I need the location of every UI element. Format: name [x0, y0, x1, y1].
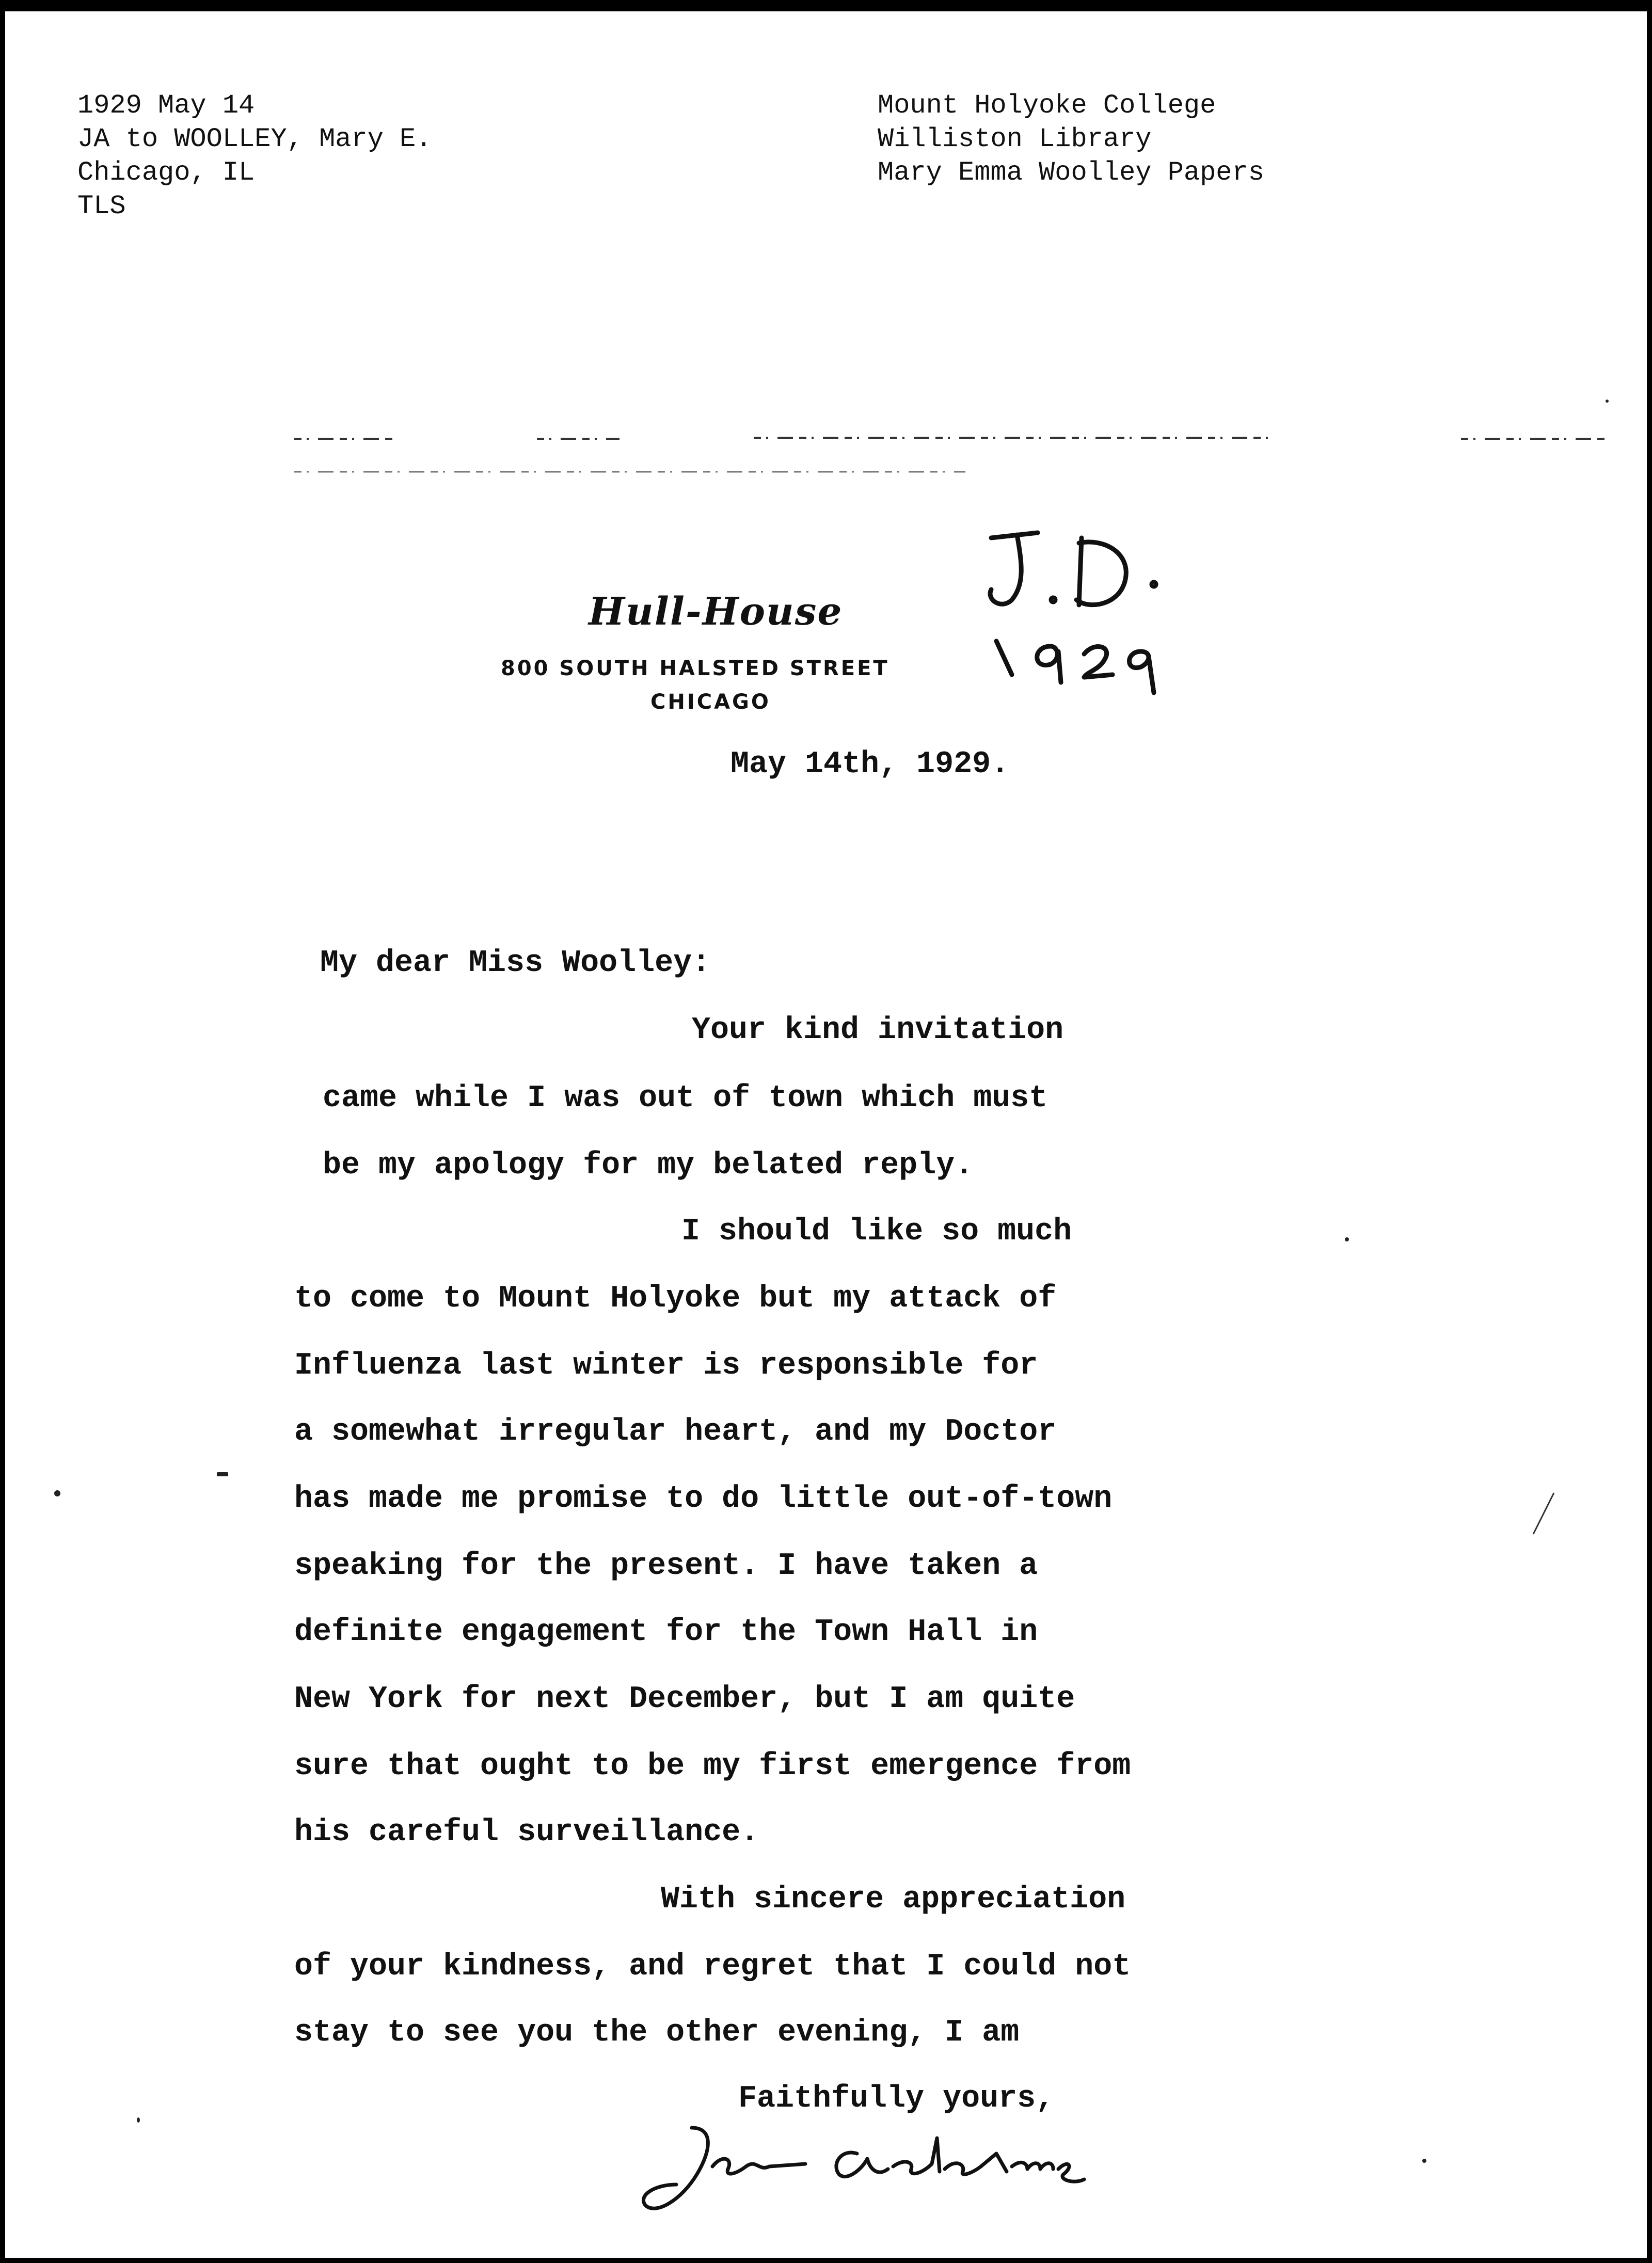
letter-line: New York for next December, but I am quite [294, 1682, 1075, 1717]
letter-line: his careful surveillance. [294, 1815, 759, 1850]
catalog-place: Chicago, IL [77, 157, 255, 188]
letter-date: May 14th, 1929. [730, 747, 1010, 782]
signature [635, 2117, 1203, 2221]
letter-line: speaking for the present. I have taken a [294, 1549, 1038, 1584]
scan-speck [137, 2117, 140, 2123]
letter-line: definite engagement for the Town Hall in [294, 1615, 1038, 1650]
document-sheet [5, 11, 1647, 2258]
letter-salutation: My dear Miss Woolley: [320, 946, 711, 981]
letter-line: to come to Mount Holyoke but my attack of [294, 1281, 1057, 1316]
letter-line: I should like so much [681, 1214, 1072, 1249]
letterhead-address: 800 SOUTH HALSTED STREET [501, 657, 889, 680]
scan-mark [1523, 1488, 1564, 1544]
scan-speck [1606, 400, 1609, 403]
catalog-correspondents: JA to WOOLLEY, Mary E. [77, 124, 432, 154]
scan-speck [1345, 1237, 1349, 1241]
scan-streak [294, 429, 1616, 486]
scan-speck [54, 1490, 60, 1496]
letter-line: Influenza last winter is responsible for [294, 1348, 1038, 1383]
catalog-library: Williston Library [878, 124, 1152, 154]
letter-line: a somewhat irregular heart, and my Doctor [294, 1414, 1057, 1449]
scan-speck [1422, 2159, 1426, 2163]
letter-line: With sincere appreciation [661, 1882, 1126, 1917]
catalog-type: TLS [77, 191, 126, 221]
letter-line: has made me promise to do little out-of-town [294, 1481, 1113, 1517]
scan-speck [217, 1472, 228, 1476]
catalog-date: 1929 May 14 [77, 90, 255, 121]
letter-line: Your kind invitation [692, 1013, 1064, 1048]
handwritten-annotation [976, 522, 1193, 708]
letter-line: be my apology for my belated reply. [323, 1148, 974, 1183]
letter-line: came while I was out of town which must [323, 1081, 1048, 1116]
letter-closing: Faithfully yours, [738, 2081, 1055, 2116]
catalog-collection: Mary Emma Woolley Papers [878, 157, 1264, 188]
letter-line: sure that ought to be my first emergence from [294, 1749, 1131, 1784]
letter-line: stay to see you the other evening, I am [294, 2015, 1020, 2050]
letterhead-name: Hull-House [589, 589, 843, 634]
letter-line: of your kindness, and regret that I could not [294, 1949, 1131, 1984]
letterhead-city: CHICAGO [650, 690, 771, 714]
catalog-institution: Mount Holyoke College [878, 90, 1216, 121]
